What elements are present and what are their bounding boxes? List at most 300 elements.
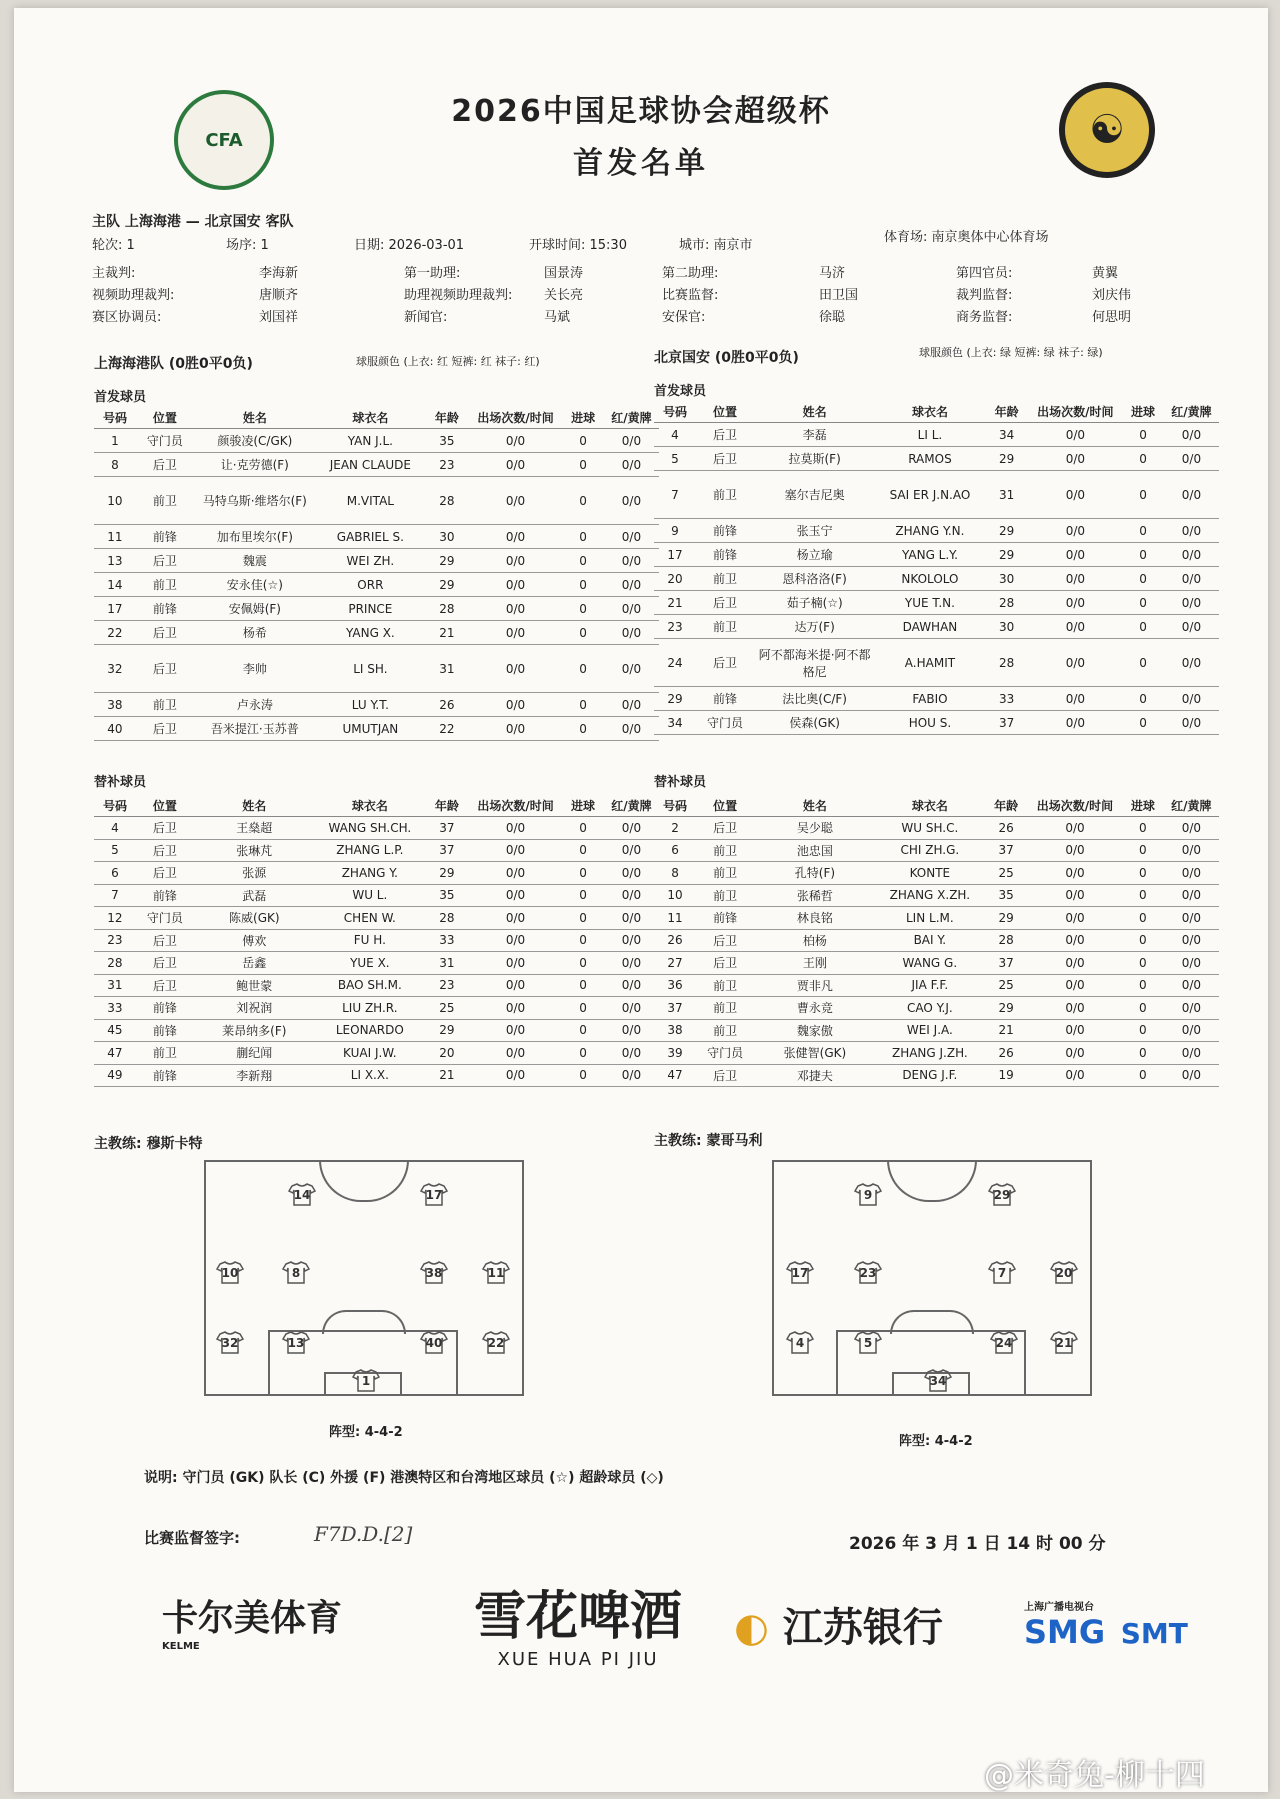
home-subs-title: 替补球员 [94, 775, 147, 790]
away-kit-colors: 球服颜色 (上衣: 绿 短裤: 绿 袜子: 绿) [919, 346, 1103, 359]
kelme-logo [162, 1590, 342, 1652]
player-cards: 0/0 [604, 525, 659, 549]
player-position: 后卫 [136, 453, 194, 477]
player-number: 27 [654, 952, 696, 975]
player-cards: 0/0 [604, 693, 659, 717]
player-number: 8 [94, 453, 136, 477]
official-name: 刘国祥 [259, 310, 299, 325]
player-cards: 0/0 [1164, 591, 1219, 615]
player-goals: 0 [1122, 543, 1164, 567]
player-cards: 0/0 [1164, 952, 1219, 975]
player-age: 30 [425, 525, 469, 549]
player-shirt-name: YANG X. [316, 621, 425, 645]
player-number: 2 [654, 817, 696, 840]
player-age: 29 [985, 519, 1029, 543]
player-number: 6 [654, 839, 696, 862]
player-cards: 0/0 [604, 884, 659, 907]
player-number: 10 [94, 477, 136, 525]
shirt-number: 1 [361, 1374, 371, 1388]
player-number: 17 [654, 543, 696, 567]
player-cards: 0/0 [1164, 543, 1219, 567]
player-row [654, 952, 1219, 975]
official-label: 第一助理: [404, 266, 461, 281]
player-age: 28 [984, 929, 1028, 952]
player-position: 前卫 [696, 567, 754, 591]
player-goals: 0 [562, 952, 604, 975]
player-cards: 0/0 [604, 862, 659, 885]
player-number: 47 [94, 1042, 136, 1065]
player-goals: 0 [1122, 1019, 1164, 1042]
player-age: 29 [984, 907, 1028, 930]
player-shirt-name: LI L. [875, 423, 985, 447]
player-shirt-name: BAO SH.M. [315, 974, 425, 997]
player-position: 前卫 [136, 1042, 194, 1065]
match-date: 日期: 2026-03-01 [354, 238, 465, 253]
match-kickoff: 开球时间: 15:30 [529, 238, 627, 253]
match-stadium: 体育场: 南京奥体中心体育场 [884, 230, 1049, 245]
shirt-number: 21 [1055, 1336, 1073, 1350]
official-label: 第四官员: [956, 266, 1013, 281]
player-row [654, 1019, 1219, 1042]
player-name: 张玉宁 [754, 519, 875, 543]
player-name: 马特乌斯·维塔尔(F) [194, 477, 316, 525]
player-appearances: 0/0 [469, 884, 562, 907]
player-position: 后卫 [696, 639, 754, 687]
player-shirt-name: LIU ZH.R. [315, 997, 425, 1020]
player-appearances: 0/0 [1028, 907, 1122, 930]
smg-name: SMG [1024, 1613, 1106, 1651]
player-appearances: 0/0 [1028, 862, 1122, 885]
match-round: 轮次: 1 [92, 238, 135, 253]
player-appearances: 0/0 [1028, 1064, 1122, 1087]
player-shirt-name: KUAI J.W. [315, 1042, 425, 1065]
player-cards: 0/0 [1164, 817, 1219, 840]
player-row [94, 929, 659, 952]
player-number: 8 [654, 862, 696, 885]
column-header: 号码 [94, 406, 136, 429]
player-appearances: 0/0 [469, 693, 562, 717]
shirt-number: 40 [425, 1336, 443, 1350]
player-cards: 0/0 [604, 621, 659, 645]
player-number: 22 [94, 621, 136, 645]
column-header: 姓名 [754, 400, 875, 423]
player-goals: 0 [562, 1042, 604, 1065]
player-cards: 0/0 [604, 1042, 659, 1065]
player-goals: 0 [562, 645, 604, 693]
player-row [94, 429, 659, 453]
player-shirt-icon [282, 1330, 310, 1354]
player-position: 守门员 [136, 907, 194, 930]
player-position: 后卫 [136, 929, 194, 952]
player-row [94, 862, 659, 885]
player-position: 前卫 [696, 471, 754, 519]
player-name: 吴少聪 [754, 817, 875, 840]
sign-datetime: 2026 年 3 月 1 日 14 时 00 分 [849, 1534, 1106, 1554]
player-row [94, 573, 659, 597]
official-label: 裁判监督: [956, 288, 1013, 303]
player-row [654, 591, 1219, 615]
player-age: 22 [425, 717, 469, 741]
player-shirt-name: ZHANG L.P. [315, 839, 425, 862]
player-cards: 0/0 [1164, 471, 1219, 519]
column-header: 姓名 [754, 794, 875, 817]
player-age: 28 [425, 597, 469, 621]
player-name: 李帅 [194, 645, 316, 693]
player-goals: 0 [1122, 687, 1164, 711]
player-age: 23 [425, 974, 469, 997]
player-position: 前卫 [696, 839, 754, 862]
player-number: 49 [94, 1064, 136, 1087]
player-position: 前锋 [696, 543, 754, 567]
player-shirt-icon [216, 1330, 244, 1354]
shirt-number: 17 [425, 1188, 443, 1202]
player-name: 曹永竞 [754, 997, 875, 1020]
column-header: 红/黄牌 [1164, 794, 1219, 817]
player-number: 45 [94, 1019, 136, 1042]
player-goals: 0 [1122, 639, 1164, 687]
player-shirt-name: YUE X. [315, 952, 425, 975]
player-number: 23 [654, 615, 696, 639]
player-row [94, 884, 659, 907]
page-subtitle: 首发名单 [573, 146, 709, 181]
player-cards: 0/0 [1164, 1042, 1219, 1065]
player-position: 前锋 [696, 907, 754, 930]
official-label: 主裁判: [92, 266, 136, 281]
shirt-number: 22 [487, 1336, 505, 1350]
column-header: 进球 [562, 406, 604, 429]
player-name: 吾米提江·玉苏普 [194, 717, 316, 741]
player-age: 35 [425, 884, 469, 907]
player-appearances: 0/0 [1028, 997, 1122, 1020]
player-position: 前卫 [696, 615, 754, 639]
player-shirt-icon [786, 1260, 814, 1284]
player-appearances: 0/0 [469, 597, 562, 621]
player-goals: 0 [1122, 423, 1164, 447]
player-number: 38 [654, 1019, 696, 1042]
player-row [654, 567, 1219, 591]
column-header: 球衣名 [875, 400, 985, 423]
shirt-number: 13 [287, 1336, 305, 1350]
player-shirt-name: FABIO [875, 687, 985, 711]
player-shirt-name: DENG J.F. [875, 1064, 984, 1087]
player-shirt-name: LI SH. [316, 645, 425, 693]
player-name: 法比奥(C/F) [754, 687, 875, 711]
player-age: 29 [985, 543, 1029, 567]
player-row [654, 423, 1219, 447]
player-name: 鲍世蒙 [194, 974, 315, 997]
player-name: 邓捷夫 [754, 1064, 875, 1087]
column-header: 号码 [94, 794, 136, 817]
player-shirt-name: WU SH.C. [875, 817, 984, 840]
official-name: 何思明 [1092, 310, 1132, 325]
player-age: 29 [425, 573, 469, 597]
player-cards: 0/0 [1164, 884, 1219, 907]
player-shirt-icon [216, 1260, 244, 1284]
player-shirt-name: JIA F.F. [875, 974, 984, 997]
player-cards: 0/0 [1164, 423, 1219, 447]
player-number: 20 [654, 567, 696, 591]
player-shirt-name: WEI J.A. [875, 1019, 984, 1042]
player-number: 34 [654, 711, 696, 735]
player-age: 30 [985, 567, 1029, 591]
player-number: 7 [94, 884, 136, 907]
player-row [94, 1019, 659, 1042]
player-number: 21 [654, 591, 696, 615]
shirt-number: 23 [859, 1266, 877, 1280]
player-shirt-name: A.HAMIT [875, 639, 985, 687]
player-appearances: 0/0 [469, 997, 562, 1020]
player-number: 33 [94, 997, 136, 1020]
player-goals: 0 [562, 429, 604, 453]
shirt-number: 11 [487, 1266, 505, 1280]
player-goals: 0 [1122, 974, 1164, 997]
player-age: 20 [425, 1042, 469, 1065]
player-goals: 0 [562, 839, 604, 862]
player-position: 后卫 [136, 717, 194, 741]
player-shirt-icon [282, 1260, 310, 1284]
column-header: 出场次数/时间 [1028, 794, 1122, 817]
player-appearances: 0/0 [469, 907, 562, 930]
official-label: 比赛监督: [662, 288, 719, 303]
player-number: 13 [94, 549, 136, 573]
player-age: 21 [984, 1019, 1028, 1042]
player-goals: 0 [562, 862, 604, 885]
player-appearances: 0/0 [1028, 1019, 1122, 1042]
player-position: 前锋 [136, 525, 194, 549]
column-header: 红/黄牌 [604, 794, 659, 817]
player-cards: 0/0 [1164, 615, 1219, 639]
match-teams: 主队 上海海港 — 北京国安 客队 [92, 214, 294, 230]
player-shirt-icon [990, 1330, 1018, 1354]
player-appearances: 0/0 [469, 839, 562, 862]
player-age: 25 [984, 974, 1028, 997]
player-goals: 0 [1122, 907, 1164, 930]
player-shirt-icon [1050, 1330, 1078, 1354]
player-goals: 0 [562, 597, 604, 621]
player-name: 莱昂纳多(F) [194, 1019, 315, 1042]
player-goals: 0 [1122, 447, 1164, 471]
player-age: 34 [985, 423, 1029, 447]
player-row [94, 453, 659, 477]
player-name: 让·克劳德(F) [194, 453, 316, 477]
player-cards: 0/0 [604, 597, 659, 621]
player-cards: 0/0 [604, 839, 659, 862]
player-position: 前锋 [136, 884, 194, 907]
player-goals: 0 [562, 884, 604, 907]
player-position: 后卫 [136, 645, 194, 693]
player-position: 前卫 [136, 477, 194, 525]
player-shirt-name: LEONARDO [315, 1019, 425, 1042]
player-cards: 0/0 [1164, 862, 1219, 885]
bank-name: 江苏银行 [782, 1604, 943, 1651]
player-shirt-name: YUE T.N. [875, 591, 985, 615]
player-position: 后卫 [136, 817, 194, 840]
player-name: 李新翔 [194, 1064, 315, 1087]
shirt-number: 29 [993, 1188, 1011, 1202]
player-position: 前卫 [696, 997, 754, 1020]
shirt-number: 20 [1055, 1266, 1073, 1280]
player-appearances: 0/0 [469, 621, 562, 645]
weibo-watermark: @米奇兔-柳十四 [984, 1758, 1205, 1792]
kelme-sub: KELME [162, 1641, 200, 1652]
player-row [94, 997, 659, 1020]
player-name: 阿不都海米提·阿不都格尼 [754, 639, 875, 687]
player-number: 17 [94, 597, 136, 621]
player-name: 卢永涛 [194, 693, 316, 717]
player-position: 后卫 [136, 974, 194, 997]
player-row [654, 519, 1219, 543]
player-row [654, 447, 1219, 471]
player-name: 杨立瑜 [754, 543, 875, 567]
player-age: 29 [984, 997, 1028, 1020]
player-row [94, 693, 659, 717]
player-position: 前锋 [136, 1019, 194, 1042]
player-goals: 0 [562, 453, 604, 477]
player-goals: 0 [1122, 839, 1164, 862]
player-goals: 0 [562, 929, 604, 952]
player-appearances: 0/0 [469, 525, 562, 549]
player-number: 40 [94, 717, 136, 741]
player-shirt-icon [988, 1260, 1016, 1284]
pitch-center-arc [887, 1160, 977, 1202]
player-appearances: 0/0 [469, 952, 562, 975]
player-age: 31 [985, 471, 1029, 519]
player-position: 后卫 [696, 929, 754, 952]
xuehua-sub: XUE HUA PI JIU [497, 1649, 659, 1670]
player-age: 29 [425, 1019, 469, 1042]
player-row [94, 525, 659, 549]
player-row [654, 974, 1219, 997]
player-cards: 0/0 [604, 1064, 659, 1087]
player-name: 武磊 [194, 884, 315, 907]
player-age: 21 [425, 1064, 469, 1087]
player-cards: 0/0 [604, 952, 659, 975]
column-header: 年龄 [425, 406, 469, 429]
player-position: 前卫 [136, 573, 194, 597]
column-header: 出场次数/时间 [469, 406, 562, 429]
player-shirt-icon [420, 1330, 448, 1354]
player-goals: 0 [1122, 997, 1164, 1020]
player-name: 张琳芃 [194, 839, 315, 862]
player-appearances: 0/0 [469, 817, 562, 840]
player-row [654, 711, 1219, 735]
player-appearances: 0/0 [1029, 567, 1123, 591]
player-number: 26 [654, 929, 696, 952]
player-appearances: 0/0 [1029, 519, 1123, 543]
xuehua-logo [474, 1574, 682, 1670]
player-shirt-name: LI X.X. [315, 1064, 425, 1087]
player-age: 37 [984, 952, 1028, 975]
player-appearances: 0/0 [469, 1042, 562, 1065]
super-cup-logo: ☯ [1059, 82, 1155, 178]
shirt-number: 5 [863, 1336, 873, 1350]
player-row [94, 817, 659, 840]
player-appearances: 0/0 [469, 645, 562, 693]
player-appearances: 0/0 [1029, 471, 1123, 519]
player-name: 林良铭 [754, 907, 875, 930]
shirt-number: 14 [293, 1188, 311, 1202]
player-age: 29 [985, 447, 1029, 471]
player-age: 33 [985, 687, 1029, 711]
shirt-number: 7 [997, 1266, 1007, 1280]
player-age: 19 [984, 1064, 1028, 1087]
official-label: 新闻官: [404, 310, 448, 325]
player-appearances: 0/0 [1028, 952, 1122, 975]
player-position: 后卫 [136, 839, 194, 862]
player-number: 6 [94, 862, 136, 885]
player-row [654, 862, 1219, 885]
player-row [654, 929, 1219, 952]
match-city: 城市: 南京市 [679, 238, 753, 253]
player-number: 1 [94, 429, 136, 453]
player-goals: 0 [1122, 567, 1164, 591]
player-position: 后卫 [136, 862, 194, 885]
home-kit-colors: 球服颜色 (上衣: 红 短裤: 红 袜子: 红) [356, 355, 540, 368]
player-cards: 0/0 [604, 453, 659, 477]
column-header: 年龄 [984, 794, 1028, 817]
player-goals: 0 [562, 1019, 604, 1042]
player-position: 前卫 [696, 884, 754, 907]
player-shirt-name: WU L. [315, 884, 425, 907]
away-subs-title: 替补球员 [654, 775, 707, 790]
player-shirt-name: HOU S. [875, 711, 985, 735]
player-goals: 0 [562, 997, 604, 1020]
player-cards: 0/0 [604, 477, 659, 525]
player-cards: 0/0 [604, 929, 659, 952]
player-goals: 0 [562, 573, 604, 597]
player-appearances: 0/0 [1029, 591, 1123, 615]
player-age: 29 [425, 862, 469, 885]
shirt-number: 17 [791, 1266, 809, 1280]
player-cards: 0/0 [1164, 567, 1219, 591]
shirt-number: 10 [221, 1266, 239, 1280]
player-shirt-name: KONTE [875, 862, 984, 885]
player-number: 14 [94, 573, 136, 597]
player-appearances: 0/0 [1028, 929, 1122, 952]
player-cards: 0/0 [1164, 1064, 1219, 1087]
player-position: 后卫 [136, 549, 194, 573]
smg-sub: 上海广播电视台 [1024, 1602, 1094, 1613]
player-shirt-name: LIN L.M. [875, 907, 984, 930]
player-row [654, 687, 1219, 711]
player-position: 前锋 [696, 687, 754, 711]
column-header: 号码 [654, 794, 696, 817]
player-age: 25 [984, 862, 1028, 885]
player-number: 38 [94, 693, 136, 717]
player-row [94, 974, 659, 997]
player-name: 安佩姆(F) [194, 597, 316, 621]
player-shirt-name: YAN J.L. [316, 429, 425, 453]
player-cards: 0/0 [1164, 519, 1219, 543]
player-goals: 0 [1122, 1064, 1164, 1087]
player-number: 31 [94, 974, 136, 997]
player-position: 后卫 [136, 952, 194, 975]
player-cards: 0/0 [1164, 974, 1219, 997]
official-label: 赛区协调员: [92, 310, 162, 325]
sign-label: 比赛监督签字: [144, 1529, 240, 1547]
player-shirt-name: WEI ZH. [316, 549, 425, 573]
smt-name: SMT [1120, 1617, 1188, 1650]
player-position: 后卫 [696, 1064, 754, 1087]
player-row [94, 477, 659, 525]
official-name: 国景涛 [544, 266, 584, 281]
official-label: 商务监督: [956, 310, 1013, 325]
page-title: 2026中国足球协会超级杯 [451, 94, 831, 129]
player-number: 10 [654, 884, 696, 907]
player-goals: 0 [562, 549, 604, 573]
official-name: 李海新 [259, 266, 299, 281]
away-subs-table [654, 794, 1219, 1087]
